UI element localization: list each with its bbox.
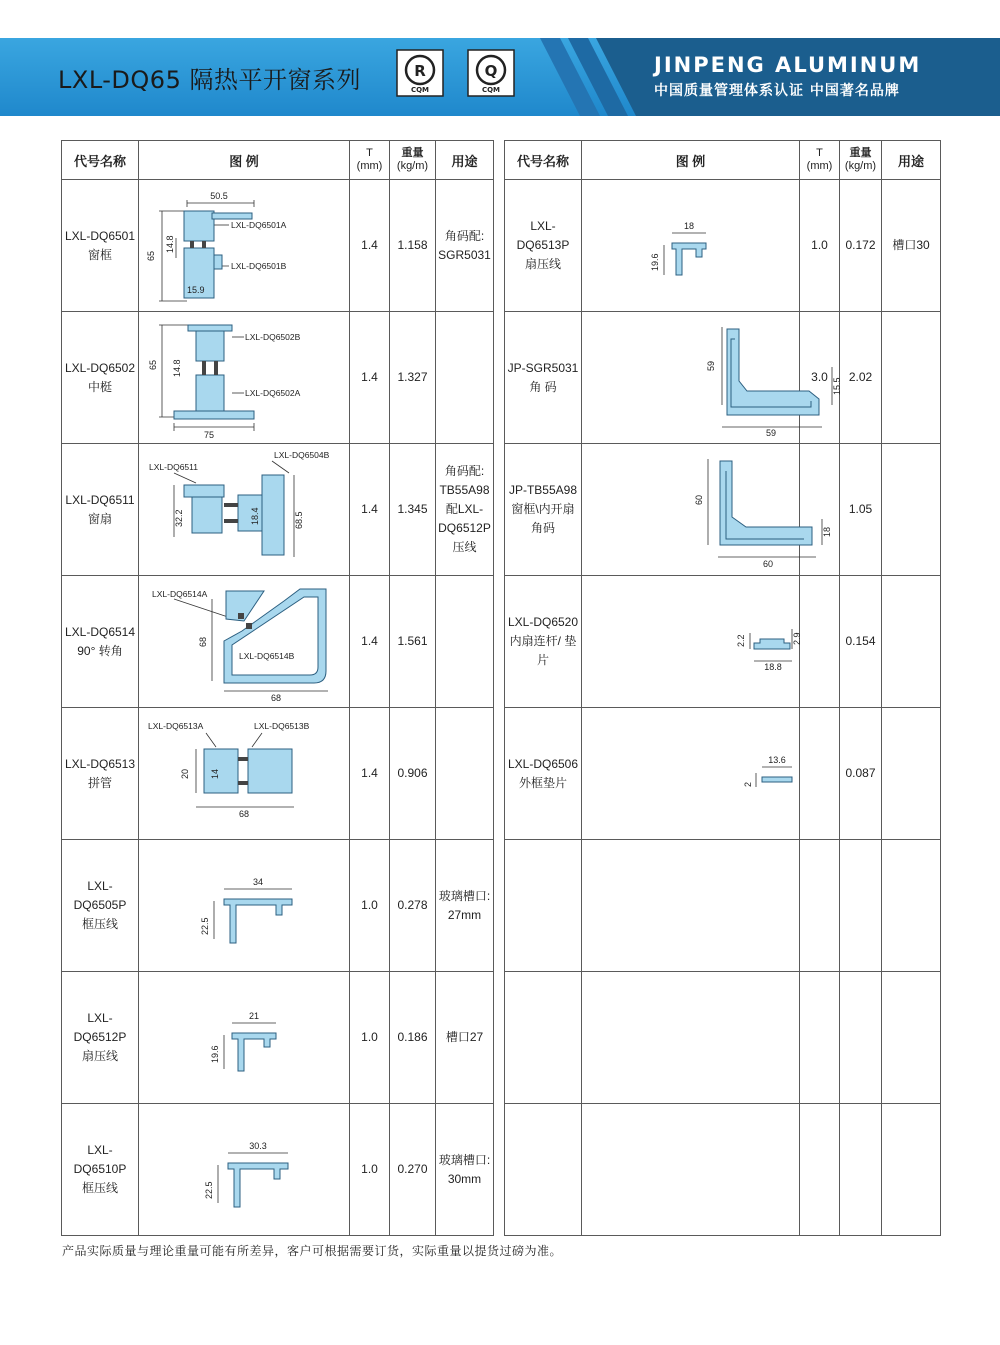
profile-code-cell: JP-SGR5031 角 码 bbox=[505, 312, 582, 444]
profile-code-cell: LXL-DQ6520 内扇连杆/ 垫片 bbox=[505, 576, 582, 708]
profile-code-cell: JP-TB55A98 窗框\内开扇 角码 bbox=[505, 444, 582, 576]
table-row bbox=[62, 444, 494, 576]
table-row bbox=[62, 972, 494, 1104]
profile-code-cell: LXL-DQ6513 拼管 bbox=[62, 708, 139, 840]
thickness-cell: 1.4 bbox=[350, 312, 390, 444]
usage-cell bbox=[436, 312, 494, 444]
usage-cell bbox=[882, 444, 941, 576]
profile-diagram-dq6505p bbox=[144, 843, 344, 968]
svg-text:2.2: 2.2 bbox=[735, 634, 746, 647]
empty-cell bbox=[800, 972, 840, 1104]
cert-letter: R bbox=[414, 62, 426, 80]
profile-drawing bbox=[139, 180, 350, 312]
svg-text:65: 65 bbox=[148, 359, 158, 370]
table-row bbox=[62, 1104, 494, 1236]
profile-diagram-tb55a98 bbox=[586, 447, 832, 572]
profile-diagram-dq6501 bbox=[144, 183, 344, 308]
svg-text:15.9: 15.9 bbox=[187, 285, 205, 295]
profile-drawing bbox=[139, 972, 350, 1104]
table-row bbox=[505, 180, 941, 312]
svg-text:65: 65 bbox=[146, 250, 156, 261]
empty-cell bbox=[505, 840, 582, 972]
usage-cell: 槽口30 bbox=[882, 180, 941, 312]
table-row bbox=[62, 576, 494, 708]
header-weight: 重量 (kg/m) bbox=[390, 141, 436, 180]
svg-text:14: 14 bbox=[210, 768, 220, 779]
svg-text:LXL-DQ6514A: LXL-DQ6514A bbox=[152, 589, 208, 599]
profile-diagram-dq6513p bbox=[586, 183, 796, 308]
profile-diagram-dq6510p bbox=[144, 1107, 344, 1232]
svg-text:60: 60 bbox=[693, 494, 704, 505]
cqm-q-cert-icon bbox=[467, 49, 515, 97]
profile-diagram-dq6512p bbox=[144, 975, 344, 1100]
thickness-cell bbox=[800, 576, 840, 708]
table-header-row bbox=[62, 141, 494, 180]
profile-code-cell: LXL-DQ6505P 框压线 bbox=[62, 840, 139, 972]
profile-drawing bbox=[139, 312, 350, 444]
svg-text:LXL-DQ6513A: LXL-DQ6513A bbox=[148, 721, 204, 731]
empty-cell bbox=[800, 1104, 840, 1236]
cqm-r-cert-icon bbox=[396, 49, 444, 97]
table-row bbox=[505, 576, 941, 708]
svg-text:18: 18 bbox=[821, 526, 832, 537]
empty-cell bbox=[505, 972, 582, 1104]
profile-code-cell: LXL-DQ6506 外框垫片 bbox=[505, 708, 582, 840]
table-row bbox=[505, 708, 941, 840]
weight-cell: 0.186 bbox=[390, 972, 436, 1104]
header-figure: 图 例 bbox=[139, 141, 350, 180]
profile-code-cell: LXL-DQ6513P 扇压线 bbox=[505, 180, 582, 312]
weight-cell: 0.154 bbox=[840, 576, 882, 708]
profile-code-cell: LXL-DQ6501 窗框 bbox=[62, 180, 139, 312]
cert-caption: CQM bbox=[481, 86, 501, 94]
usage-cell bbox=[436, 708, 494, 840]
profile-diagram-dq6520 bbox=[586, 579, 802, 704]
weight-cell: 1.345 bbox=[390, 444, 436, 576]
profile-diagram-dq6511 bbox=[144, 447, 344, 572]
empty-cell bbox=[582, 972, 800, 1104]
profile-code-cell: LXL-DQ6502 中梃 bbox=[62, 312, 139, 444]
header-code: 代号名称 bbox=[62, 141, 139, 180]
cert-caption: CQM bbox=[410, 86, 430, 94]
svg-text:34: 34 bbox=[252, 877, 264, 887]
thickness-cell: 1.0 bbox=[350, 1104, 390, 1236]
profile-code-cell: LXL-DQ6512P 扇压线 bbox=[62, 972, 139, 1104]
svg-text:14.8: 14.8 bbox=[165, 235, 175, 253]
thickness-cell: 1.0 bbox=[350, 972, 390, 1104]
svg-text:2.9: 2.9 bbox=[791, 632, 802, 645]
usage-cell: 角码配: SGR5031 bbox=[436, 180, 494, 312]
table-row bbox=[505, 444, 941, 576]
profile-diagram-dq6513 bbox=[144, 711, 344, 836]
empty-cell bbox=[582, 840, 800, 972]
weight-cell: 1.05 bbox=[840, 444, 882, 576]
profile-drawing bbox=[582, 708, 800, 840]
svg-text:LXL-DQ6501B: LXL-DQ6501B bbox=[231, 261, 287, 271]
weight-cell: 0.906 bbox=[390, 708, 436, 840]
svg-text:15.5: 15.5 bbox=[831, 377, 842, 395]
svg-text:68: 68 bbox=[270, 693, 282, 703]
weight-cell: 0.172 bbox=[840, 180, 882, 312]
header-usage: 用途 bbox=[436, 141, 494, 180]
table-row-empty bbox=[505, 840, 941, 972]
svg-text:13.6: 13.6 bbox=[767, 755, 786, 765]
svg-text:68: 68 bbox=[198, 636, 208, 647]
svg-text:LXL-DQ6504B: LXL-DQ6504B bbox=[274, 450, 330, 460]
thickness-cell: 1.0 bbox=[350, 840, 390, 972]
weight-cell: 2.02 bbox=[840, 312, 882, 444]
thickness-cell: 3.0 bbox=[800, 312, 840, 444]
header-thickness: T (mm) bbox=[800, 141, 840, 180]
svg-text:50.5: 50.5 bbox=[210, 191, 228, 201]
usage-cell: 玻璃槽口: 30mm bbox=[436, 1104, 494, 1236]
weight-cell: 1.561 bbox=[390, 576, 436, 708]
thickness-cell bbox=[800, 708, 840, 840]
usage-cell: 角码配: TB55A98 配LXL- DQ6512P 压线 bbox=[436, 444, 494, 576]
thickness-cell: 1.4 bbox=[350, 180, 390, 312]
table-row bbox=[62, 708, 494, 840]
header-code: 代号名称 bbox=[505, 141, 582, 180]
profile-drawing bbox=[139, 576, 350, 708]
header-thickness: T (mm) bbox=[350, 141, 390, 180]
profile-drawing bbox=[582, 444, 832, 576]
empty-cell bbox=[800, 840, 840, 972]
profile-drawing bbox=[139, 840, 350, 972]
profile-drawing bbox=[582, 180, 800, 312]
svg-text:LXL-DQ6513B: LXL-DQ6513B bbox=[254, 721, 310, 731]
table-row bbox=[505, 312, 941, 444]
table-row bbox=[62, 180, 494, 312]
svg-text:68.5: 68.5 bbox=[294, 511, 304, 529]
profile-diagram-dq6502 bbox=[144, 315, 344, 440]
table-row bbox=[62, 840, 494, 972]
weight-cell: 0.270 bbox=[390, 1104, 436, 1236]
svg-text:14.8: 14.8 bbox=[172, 359, 182, 377]
svg-text:LXL-DQ6511: LXL-DQ6511 bbox=[149, 462, 198, 472]
svg-text:LXL-DQ6501A: LXL-DQ6501A bbox=[231, 220, 287, 230]
thickness-cell bbox=[800, 444, 840, 576]
thickness-cell: 1.0 bbox=[800, 180, 840, 312]
header-weight: 重量 (kg/m) bbox=[840, 141, 882, 180]
profile-code-cell: LXL-DQ6511 窗扇 bbox=[62, 444, 139, 576]
thickness-cell: 1.4 bbox=[350, 576, 390, 708]
profile-code-cell: LXL-DQ6510P 框压线 bbox=[62, 1104, 139, 1236]
svg-text:19.6: 19.6 bbox=[649, 253, 660, 271]
svg-text:19.6: 19.6 bbox=[210, 1045, 220, 1063]
thickness-cell: 1.4 bbox=[350, 444, 390, 576]
svg-text:68: 68 bbox=[238, 809, 250, 819]
right-spec-table bbox=[504, 140, 941, 1236]
svg-text:18.4: 18.4 bbox=[250, 507, 260, 525]
svg-text:59: 59 bbox=[765, 428, 776, 438]
svg-text:LXL-DQ6502A: LXL-DQ6502A bbox=[245, 388, 301, 398]
series-title: LXL-DQ65 隔热平开窗系列 bbox=[58, 66, 361, 94]
svg-text:18.8: 18.8 bbox=[763, 662, 782, 672]
svg-text:2: 2 bbox=[742, 781, 753, 787]
left-spec-table bbox=[61, 140, 494, 1236]
brand-slogan: 中国质量管理体系认证 中国著名品牌 bbox=[654, 83, 900, 99]
brand-name: JINPENG ALUMINUM bbox=[654, 53, 922, 77]
svg-text:60: 60 bbox=[762, 559, 773, 569]
svg-text:LXL-DQ6514B: LXL-DQ6514B bbox=[239, 651, 295, 661]
svg-text:22.5: 22.5 bbox=[200, 917, 210, 935]
usage-cell bbox=[882, 312, 941, 444]
empty-cell bbox=[505, 1104, 582, 1236]
profile-code-cell: LXL-DQ6514 90° 转角 bbox=[62, 576, 139, 708]
empty-cell bbox=[582, 1104, 800, 1236]
svg-text:18: 18 bbox=[683, 221, 694, 231]
empty-cell bbox=[840, 1104, 882, 1236]
profile-drawing bbox=[139, 708, 350, 840]
header-usage: 用途 bbox=[882, 141, 941, 180]
empty-cell bbox=[882, 840, 941, 972]
weight-cell: 1.158 bbox=[390, 180, 436, 312]
svg-text:21: 21 bbox=[248, 1011, 260, 1021]
svg-text:22.5: 22.5 bbox=[204, 1181, 214, 1199]
svg-text:20: 20 bbox=[180, 768, 190, 779]
table-row bbox=[62, 312, 494, 444]
header-figure: 图 例 bbox=[582, 141, 800, 180]
empty-cell bbox=[840, 840, 882, 972]
svg-text:75: 75 bbox=[203, 430, 215, 440]
usage-cell: 玻璃槽口: 27mm bbox=[436, 840, 494, 972]
svg-text:LXL-DQ6502B: LXL-DQ6502B bbox=[245, 332, 301, 342]
weight-cell: 1.327 bbox=[390, 312, 436, 444]
weight-cell: 0.087 bbox=[840, 708, 882, 840]
profile-drawing bbox=[139, 444, 350, 576]
svg-text:32.2: 32.2 bbox=[174, 509, 184, 527]
weight-cell: 0.278 bbox=[390, 840, 436, 972]
usage-cell bbox=[882, 576, 941, 708]
thickness-cell: 1.4 bbox=[350, 708, 390, 840]
profile-diagram-dq6514 bbox=[144, 579, 344, 704]
footnote: 产品实际质量与理论重量可能有所差异，客户可根据需要订货，实际重量以提货过磅为准。 bbox=[62, 1244, 563, 1258]
profile-drawing bbox=[582, 576, 800, 708]
table-header-row bbox=[505, 141, 941, 180]
usage-cell bbox=[436, 576, 494, 708]
svg-text:59: 59 bbox=[705, 360, 716, 371]
empty-cell bbox=[882, 1104, 941, 1236]
usage-cell bbox=[882, 708, 941, 840]
usage-cell: 槽口27 bbox=[436, 972, 494, 1104]
profile-drawing bbox=[139, 1104, 350, 1236]
empty-cell bbox=[840, 972, 882, 1104]
profile-diagram-dq6506 bbox=[586, 711, 796, 836]
svg-text:30.3: 30.3 bbox=[249, 1141, 267, 1151]
table-row-empty bbox=[505, 1104, 941, 1236]
cert-letter: Q bbox=[484, 62, 498, 80]
table-row-empty bbox=[505, 972, 941, 1104]
empty-cell bbox=[882, 972, 941, 1104]
